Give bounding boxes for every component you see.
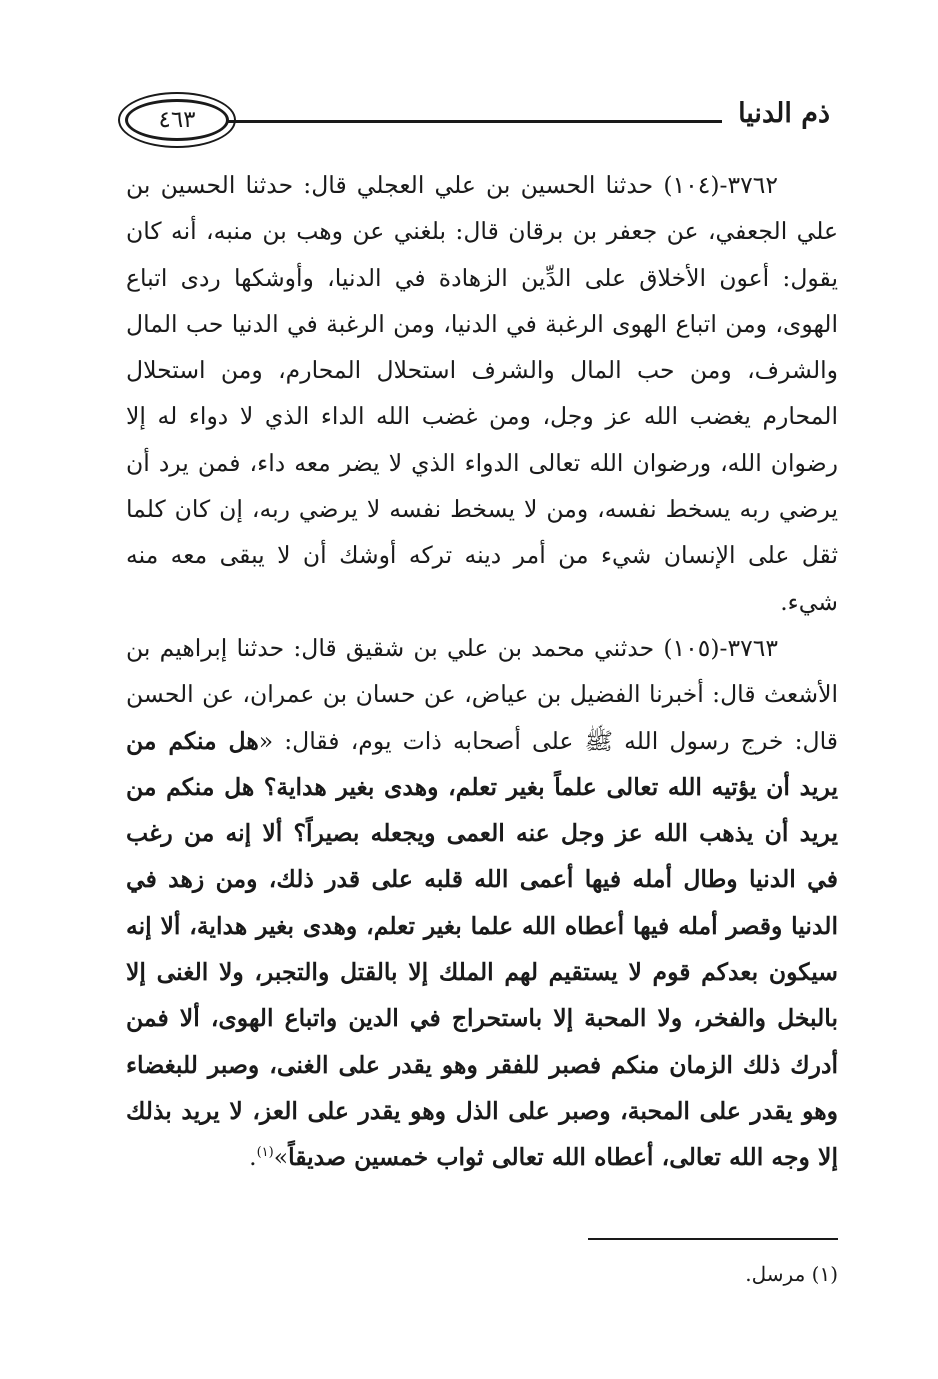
- end-period: .: [249, 1143, 257, 1172]
- page-number-oval: [118, 92, 236, 148]
- main-text: [126, 162, 838, 1181]
- hadith-number: ٣٧٦٢-(١٠٤): [663, 171, 778, 199]
- page-number-oval-inner: [125, 99, 229, 141]
- hadith-text: حدثني محمد بن علي بن شقيق قال: حدثنا إبراهيم بن الأشعث قال: أخبرنا الفضيل بن عياض، عن حسان بن عمران، عن الحسن قال: خرج رسول الله ﷺ على أصحابه ذات يوم، فقال: «: [126, 633, 839, 755]
- hadith-text: حدثنا الحسين بن علي العجلي قال: حدثنا الحسين بن علي الجعفي، عن جعفر بن برقان قال: بلغني عن وهب بن منبه، أنه كان يقول: أعون الأخلاق على الدِّين الزهادة في الدنيا، وأوشكها ردى اتباع الهوى، ومن اتباع الهوى الرغبة في الدنيا، ومن الرغبة في الدنيا حب المال والشرف، ومن حب المال والشرف استحلال المحارم، ومن استحلال المحارم يغضب الله عز وجل، ومن غضب الله الداء الذي لا دواء له إلا رضوان الله، ورضوان الله تعالى الدواء الذي لا يضر معه داء، فمن يرد أن يرضي ربه يسخط نفسه، ومن لا يسخط نفسه لا يرضي ربه، إن كان كلما ثقل على الإنسان شيء من أمر دينه تركه أوشك أن لا يبقى معه منه شيء.: [126, 171, 838, 616]
- hadith-3763: [126, 625, 838, 1181]
- running-header: [118, 92, 830, 156]
- footnote-rule: [588, 1238, 838, 1240]
- hadith-number: ٣٧٦٣-(١٠٥): [663, 633, 778, 662]
- page-number: ٤٦٣: [158, 107, 196, 133]
- prophetic-saying: هل منكم من يريد أن يؤتيه الله تعالى علماً بغير تعلم، وهدى بغير هداية؟ هل منكم من يريد أن يذهب الله عز وجل عنه العمى ويجعله بصيراً؟ ألا إنه من رغب في الدنيا وطال أمله فيها أعمى الله قلبه على قدر ذلك، ومن زهد في الدنيا وقصر أمله فيها أعطاه الله علما بغير تعلم، وهدى بغير هداية، ألا إنه سيكون بعدكم قوم لا يستقيم لهم الملك إلا بالقتل والتجبر، ولا الغنى إلا بالبخل والفخر، ولا المحبة إلا باستحراج في الدين واتباع الهوى، ألا فمن أدرك ذلك الزمان منكم فصبر للفقر وهو يقدر على الغنى، وصبر للبغضاء وهو يقدر على المحبة، وصبر على الذل وهو يقدر على العز، لا يريد بذلك إلا وجه الله تعالى، أعطاه الله تعالى ثواب خمسين صديقاً: [126, 726, 838, 1172]
- footnote: (١) مرسل.: [745, 1262, 838, 1286]
- hadith-3762: [126, 162, 838, 625]
- closing-quote: »: [273, 1143, 289, 1172]
- book-title: ذم الدنيا: [738, 98, 830, 129]
- footnote-reference: (١): [256, 1145, 274, 1161]
- header-rule: [228, 120, 722, 123]
